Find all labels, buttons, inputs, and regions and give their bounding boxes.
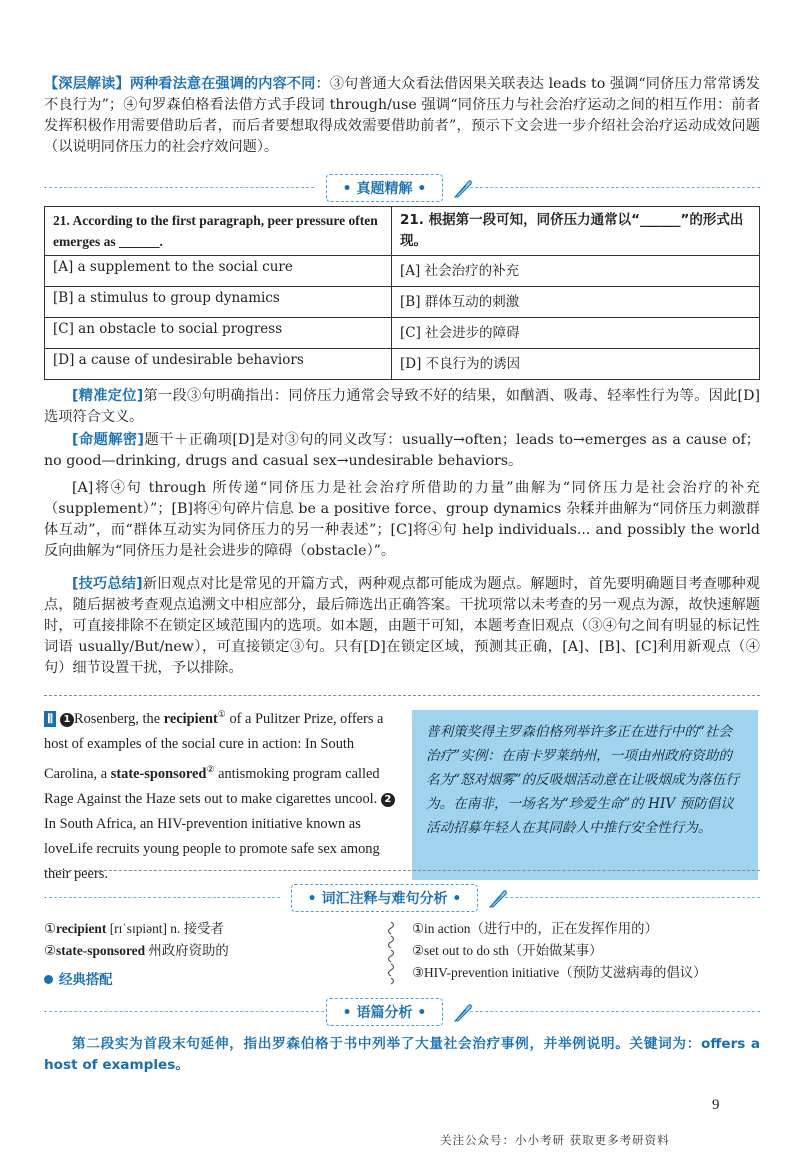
footnote-mark: ② bbox=[206, 763, 215, 774]
passage-text: antismoking program called Rage Against the Haze sets out to make cigarettes uncool. bbox=[44, 765, 381, 807]
question-stem-en: 21. According to the first paragraph, peer pressure often emerges as ______. bbox=[45, 207, 392, 256]
passage-text: In South Africa, an HIV-prevention initiative known as loveLife recruits young people to promote safe sex among their peers. bbox=[44, 815, 380, 882]
vocab-item bbox=[44, 940, 374, 962]
precise-location-tag: [精准定位] bbox=[72, 388, 144, 404]
passage-english bbox=[44, 702, 399, 887]
vocab-recipient: recipient bbox=[163, 710, 218, 727]
question-decode-text: 题干＋正确项[D]是对③句的同义改写：usually→often；leads to→emerges as a cause of；no good—drinking, drugs and casual sex→undesirable behaviors。 bbox=[44, 432, 760, 469]
page-number: 9 bbox=[712, 1097, 720, 1113]
option-c-zh: [C] 社会进步的障碍 bbox=[392, 318, 760, 349]
sentence-number-1: 1 bbox=[60, 713, 74, 727]
precise-location bbox=[44, 386, 760, 428]
precise-location-text: 第一段③句明确指出：同侪压力通常会导致不好的结果，如酗酒、吸毒、轻率性行为等。因此[D]选项符合文义。 bbox=[44, 388, 761, 425]
option-row bbox=[45, 287, 760, 318]
deep-analysis bbox=[44, 74, 760, 158]
question-decode-tag: [命题解密] bbox=[72, 432, 145, 448]
passage-text: Rosenberg, the bbox=[74, 710, 164, 727]
divider-top bbox=[44, 695, 760, 696]
passage-text: of a Pulitzer Prize, offers a host of examples of the social cure in action: In South Carolina, a bbox=[44, 710, 384, 782]
skill-summary-text: 新旧观点对比是常见的开篇方式，两种观点都可能成为题点。解题时，首先要明确题目考查哪种观点，随后据被考查观点追溯文中相应部分，最后筛选出正确答案。干扰项常以未考查的另一观点为源，故快速解题时，可直接排除不在锁定区域范围内的选项。如本题，由题干可知，本题考查旧观点（③④句之间有明显的标记性词语 usually/But/new），可直接锁定③句。只有[D]在锁定区域，预测其正确，[A]、[B]、[C]利用新观点（④句）细节设置干扰，予以排除。 bbox=[44, 576, 760, 676]
deep-analysis-tag: 【深层解读】 bbox=[44, 76, 130, 92]
divider-bottom bbox=[44, 870, 760, 871]
question-stem-row bbox=[45, 207, 760, 256]
question-table bbox=[44, 206, 760, 380]
bullet-icon bbox=[44, 975, 53, 984]
collocation-item: ②set out to do sth（开始做某事） bbox=[412, 943, 603, 958]
deep-analysis-text: ：③句普通大众看法借因果关联表达 leads to 强调“同侪压力常常诱发不良行为”；④句罗森伯格看法借方式手段词 through/use 强调“同侪压力与社会治疗运动之间的相互作用：前者发挥积极作用需要借助后者，而后者要想取得成效需要借助前者”，预示下文会进一步介绍社会治疗运动成效问题（以说明同侪压力的社会疗效问题）。 bbox=[44, 76, 760, 155]
vocab-state-sponsored: state-sponsored bbox=[110, 765, 207, 782]
spiral-divider-icon bbox=[384, 920, 398, 988]
header-zhenti-label: • 真题精解 • bbox=[326, 174, 444, 202]
option-d-zh: [D] 不良行为的诱因 bbox=[392, 349, 760, 380]
vocab-notes bbox=[44, 918, 374, 992]
vocab-item bbox=[44, 918, 374, 940]
header-zhenti bbox=[0, 174, 800, 202]
option-row bbox=[45, 349, 760, 380]
vocab-num: ① bbox=[44, 921, 57, 936]
collocation-heading bbox=[44, 970, 374, 992]
option-row bbox=[45, 256, 760, 287]
option-a-zh: [A] 社会治疗的补充 bbox=[392, 256, 760, 287]
option-c-en: [C] an obstacle to social progress bbox=[45, 318, 392, 349]
question-stem-zh: 21. 根据第一段可知，同侪压力通常以“______”的形式出现。 bbox=[392, 207, 760, 256]
footnote-mark: ① bbox=[217, 709, 226, 719]
option-row bbox=[45, 318, 760, 349]
header-discourse bbox=[0, 998, 800, 1026]
option-d-en: [D] a cause of undesirable behaviors bbox=[45, 349, 392, 380]
distractor-analysis: [A]将④句 through 所传递“同侪压力是社会治疗所借助的力量”曲解为“同侪压力是社会治疗的补充（supplement）”；[B]将④句碎片信息 be a positive force、group dynamics 杂糅并曲解为“同侪压力刺激群体互动”，而“群体互动实为同侪压力的另一种表述”；[C]将④句 help individuals... and possibly the world 反向曲解为“同侪压力是社会进步的障碍（obstacle）”。 bbox=[44, 480, 760, 559]
option-b-zh: [B] 群体互动的刺激 bbox=[392, 287, 760, 318]
vocab-def: 州政府资助的 bbox=[145, 943, 229, 958]
footer-note: 关注公众号：小小考研 获取更多考研资料 bbox=[440, 1133, 670, 1147]
feather-pen-icon bbox=[452, 1002, 474, 1024]
header-vocab bbox=[0, 884, 800, 912]
collocation-item: ③HIV-prevention initiative（预防艾滋病毒的倡议） bbox=[412, 965, 707, 980]
collocation-list bbox=[412, 918, 762, 984]
deep-analysis-lead: 两种看法意在强调的内容不同 bbox=[129, 76, 316, 92]
collocation-label: 经典搭配 bbox=[59, 973, 113, 988]
collocation-item: ①in action（进行中的，正在发挥作用的） bbox=[412, 921, 658, 936]
vocab-def: [rɪˈsɪpiənt] n. 接受者 bbox=[106, 921, 224, 936]
paragraph-marker: Ⅱ bbox=[44, 711, 56, 727]
vocab-word: state-sponsored bbox=[56, 943, 146, 958]
skill-summary-tag: [技巧总结] bbox=[72, 576, 143, 592]
sentence-number-2: 2 bbox=[381, 793, 395, 807]
translation-box: 普利策奖得主罗森伯格列举许多正在进行中的“社会治疗”实例：在南卡罗莱纳州，一项由州政府资助的名为“怒对烟雾”的反吸烟活动意在让吸烟成为落伍行为。在南非，一场名为“珍爱生命”的 HIV 预防倡议活动招募年轻人在其同龄人中推行安全性行为。 bbox=[412, 710, 758, 880]
feather-pen-icon bbox=[487, 888, 509, 910]
header-discourse-label: • 语篇分析 • bbox=[326, 998, 444, 1026]
feather-pen-icon bbox=[452, 178, 474, 200]
option-b-en: [B] a stimulus to group dynamics bbox=[45, 287, 392, 318]
discourse-analysis: 第二段实为首段末句延伸，指出罗森伯格于书中列举了大量社会治疗事例，并举例说明。关键词为：offers a host of examples。 bbox=[44, 1036, 760, 1073]
vocab-num: ② bbox=[44, 943, 57, 958]
vocab-word: recipient bbox=[56, 921, 107, 936]
skill-summary bbox=[44, 574, 760, 679]
question-decode bbox=[44, 430, 760, 472]
header-vocab-label: • 词汇注释与难句分析 • bbox=[291, 884, 479, 912]
option-a-en: [A] a supplement to the social cure bbox=[45, 256, 392, 287]
